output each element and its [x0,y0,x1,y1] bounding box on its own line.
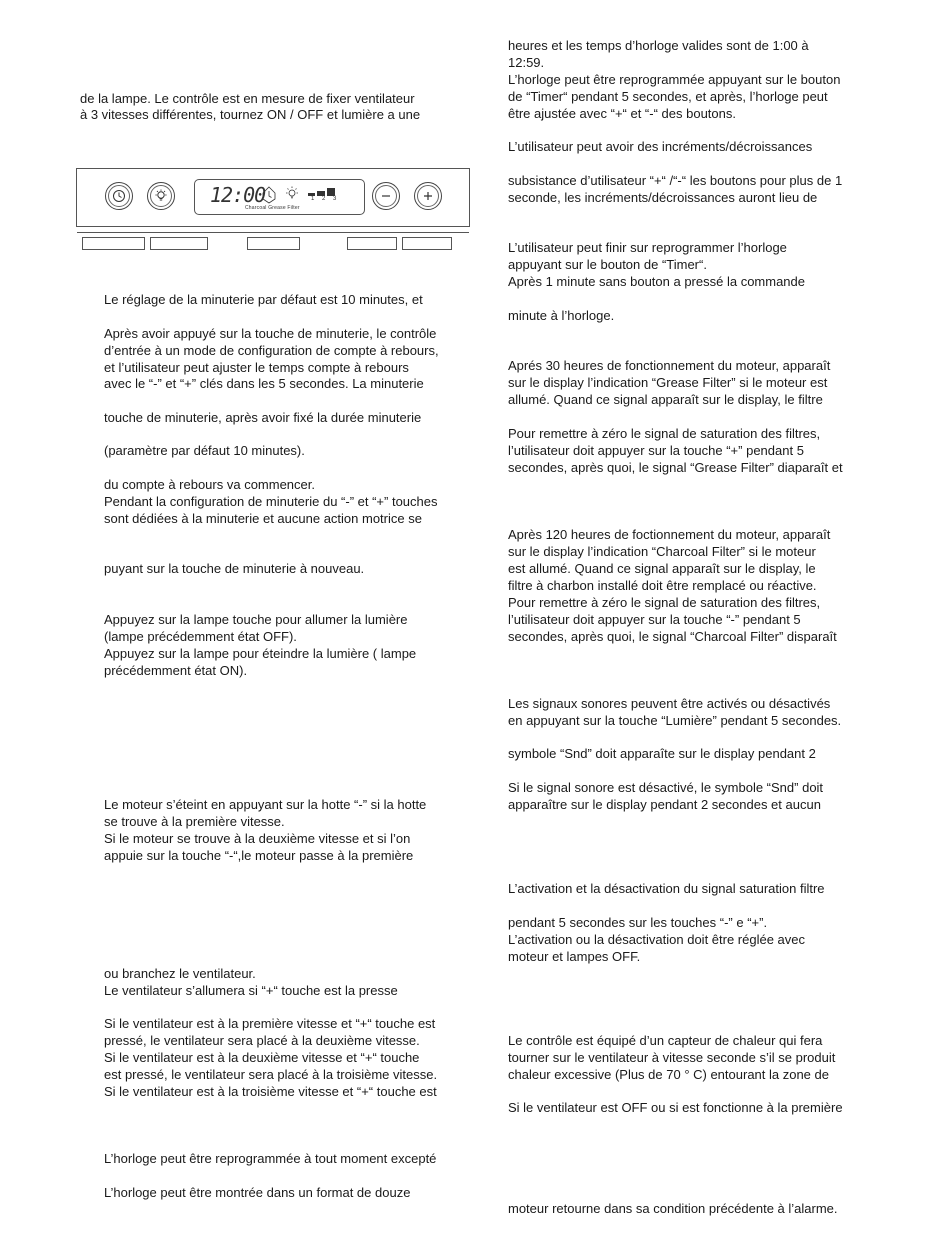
text-line: chaleur excessive (Plus de 70 ° C) entourant la zone de [508,1067,829,1082]
text-line: Si le ventilateur est à la troisième vitesse et “+“ touche est [104,1084,437,1099]
text-line: pressé, le ventilateur sera placé à la deuxième vitesse. [104,1033,420,1048]
text-line: touche de minuterie, après avoir fixé la durée minuterie [104,410,422,425]
text-line: moteur et lampes OFF. [508,949,641,964]
minus-button-label-box [347,237,397,250]
text-line: et l’utilisateur peut ajuster le temps compte à rebours [104,360,409,375]
text-line: filtre à charbon installé doit être remplacé ou réactive. [508,578,817,593]
timer-indicator-icon [261,186,277,204]
text-line: Pendant la configuration de minuterie du “-” et “+” touches [104,494,438,509]
text-line: Si le ventilateur est à la première vitesse et “+“ touche est [104,1016,436,1031]
text-line: précédemment état ON). [104,663,248,678]
text-line: Pour remettre à zéro le signal de saturation des filtres, [508,595,821,610]
text-line: appuie sur la touche “-“,le moteur passe à la première [104,848,414,863]
text-line: Les signaux sonores peuvent être activés ou désactivés [508,696,831,711]
text-line: L’activation ou la désactivation doit être réglée avec [508,932,806,947]
text-line: L’utilisateur peut avoir des incréments/décroissances [508,139,813,154]
text-line: Si le ventilateur est à la deuxième vitesse et “+“ touche [104,1050,420,1065]
clock-digits: 12:00 [210,183,266,207]
text-line: sur le display l’indication “Grease Filter” si le moteur est [508,375,828,390]
text-line: (lampe précédemment état OFF). [104,629,297,644]
plus-icon [421,189,435,203]
text-line: moteur retourne dans sa condition précédente à l’alarme. [508,1201,838,1216]
text-line: Le ventilateur s’allumera si “+“ touche est la presse [104,983,398,998]
lcd-display [194,179,365,215]
text-line: l’utilisateur doit appuyer sur la touche “-” pendant 5 [508,612,801,627]
text-line: minute à l’horloge. [508,308,615,323]
display-label-box [247,237,300,250]
text-line: de la lampe. Le contrôle est en mesure de fixer ventilateur [80,91,415,106]
light-indicator-icon [283,185,301,203]
text-line: ou branchez le ventilateur. [104,966,256,981]
panel-base-line [77,232,469,233]
control-panel-figure [76,168,470,227]
text-line: L’activation et la désactivation du signal saturation filtre [508,881,825,896]
text-line: L’horloge peut être reprogrammée appuyant sur le bouton [508,72,841,87]
light-button-label-box [150,237,208,250]
timer-button [105,182,133,210]
plus-button-label-box [402,237,452,250]
text-line: du compte à rebours va commencer. [104,477,315,492]
text-line: l’utilisateur doit appuyer sur la touche “+” pendant 5 [508,443,804,458]
text-line: L’horloge peut être reprogrammée à tout moment excepté [104,1151,437,1166]
text-line: Le moteur s’éteint en appuyant sur la hotte “-” si la hotte [104,797,427,812]
text-line: de “Timer“ pendant 5 secondes, et après, l’horloge peut [508,89,828,104]
text-line: Le réglage de la minuterie par défaut est 10 minutes, et [104,292,423,307]
text-line: se trouve à la première vitesse. [104,814,285,829]
text-line: secondes, après quoi, le signal “Charcoal Filter” disparaît [508,629,837,644]
timer-button-label-box [82,237,145,250]
text-line: Pour remettre à zéro le signal de saturation des filtres, [508,426,821,441]
text-line: Si le ventilateur est OFF ou si est fonctionne à la première [508,1100,843,1115]
text-line: subsistance d’utilisateur “+“ /“-“ les boutons pour plus de 1 [508,173,843,188]
text-line: L’horloge peut être montrée dans un format de douze [104,1185,411,1200]
text-line: en appuyant sur la touche “Lumière” pendant 5 secondes. [508,713,842,728]
text-line: tourner sur le ventilateur à vitesse seconde s’il se produit [508,1050,836,1065]
minus-button [372,182,400,210]
text-line: Après avoir appuyé sur la touche de minuterie, le contrôle [104,326,437,341]
text-line: secondes, après quoi, le signal “Grease Filter” diaparaît et [508,460,843,475]
text-line: Après 1 minute sans bouton a pressé la commande [508,274,806,289]
text-line: avec le “-” et “+” clés dans les 5 secondes. La minuterie [104,376,424,391]
text-line: apparaître sur le display pendant 2 secondes et aucun [508,797,821,812]
text-line: (paramètre par défaut 10 minutes). [104,443,305,458]
text-line: est allumé. Quand ce signal apparaît sur le display, le [508,561,816,576]
text-line: Le contrôle est équipé d’un capteur de chaleur qui fera [508,1033,823,1048]
text-line: symbole “Snd” doit apparaîte sur le display pendant 2 [508,746,816,761]
text-line: être ajustée avec “+“ et “-“ des boutons. [508,106,736,121]
text-line: Appuyez sur la lampe touche pour allumer la lumière [104,612,408,627]
text-line: Aprés 30 heures de fonctionnement du moteur, apparaît [508,358,831,373]
text-line: à 3 vitesses différentes, tournez ON / OFF et lumière a une [80,107,421,122]
text-line: L’utilisateur peut finir sur reprogrammer l’horloge [508,240,787,255]
text-line: Appuyez sur la lampe pour éteindre la lumière ( lampe [104,646,417,661]
text-line: sont dédiées à la minuterie et aucune action motrice se [104,511,422,526]
plus-button [414,182,442,210]
minus-icon [379,189,393,203]
text-line: heures et les temps d’horloge valides sont de 1:00 à [508,38,809,53]
text-line: Si le signal sonore est désactivé, le symbole “Snd” doit [508,780,824,795]
text-line: allumé. Quand ce signal apparaît sur le display, le filtre [508,392,823,407]
text-line: Après 120 heures de foctionnement du moteur, apparaît [508,527,831,542]
text-line: d’entrée à un mode de configuration de compte à rebours, [104,343,439,358]
clock-icon [112,189,126,203]
text-line: pendant 5 secondes sur les touches “-” e “+”. [508,915,768,930]
fan-speed-numbers: 1 2 3 [311,196,340,202]
text-line: seconde, les incréments/décroissances auront lieu de [508,190,818,205]
lamp-icon [153,188,169,204]
text-line: Si le moteur se trouve à la deuxième vitesse et si l’on [104,831,411,846]
text-line: est pressé, le ventilateur sera placé à la troisième vitesse. [104,1067,438,1082]
text-line: 12:59. [508,55,545,70]
light-button [147,182,175,210]
text-line: sur le display l’indication “Charcoal Filter” si le moteur [508,544,816,559]
text-line: appuyant sur le bouton de “Timer“. [508,257,707,272]
text-line: puyant sur la touche de minuterie à nouveau. [104,561,365,576]
filter-indicator-labels: Charcoal Grease Filter [245,205,300,211]
